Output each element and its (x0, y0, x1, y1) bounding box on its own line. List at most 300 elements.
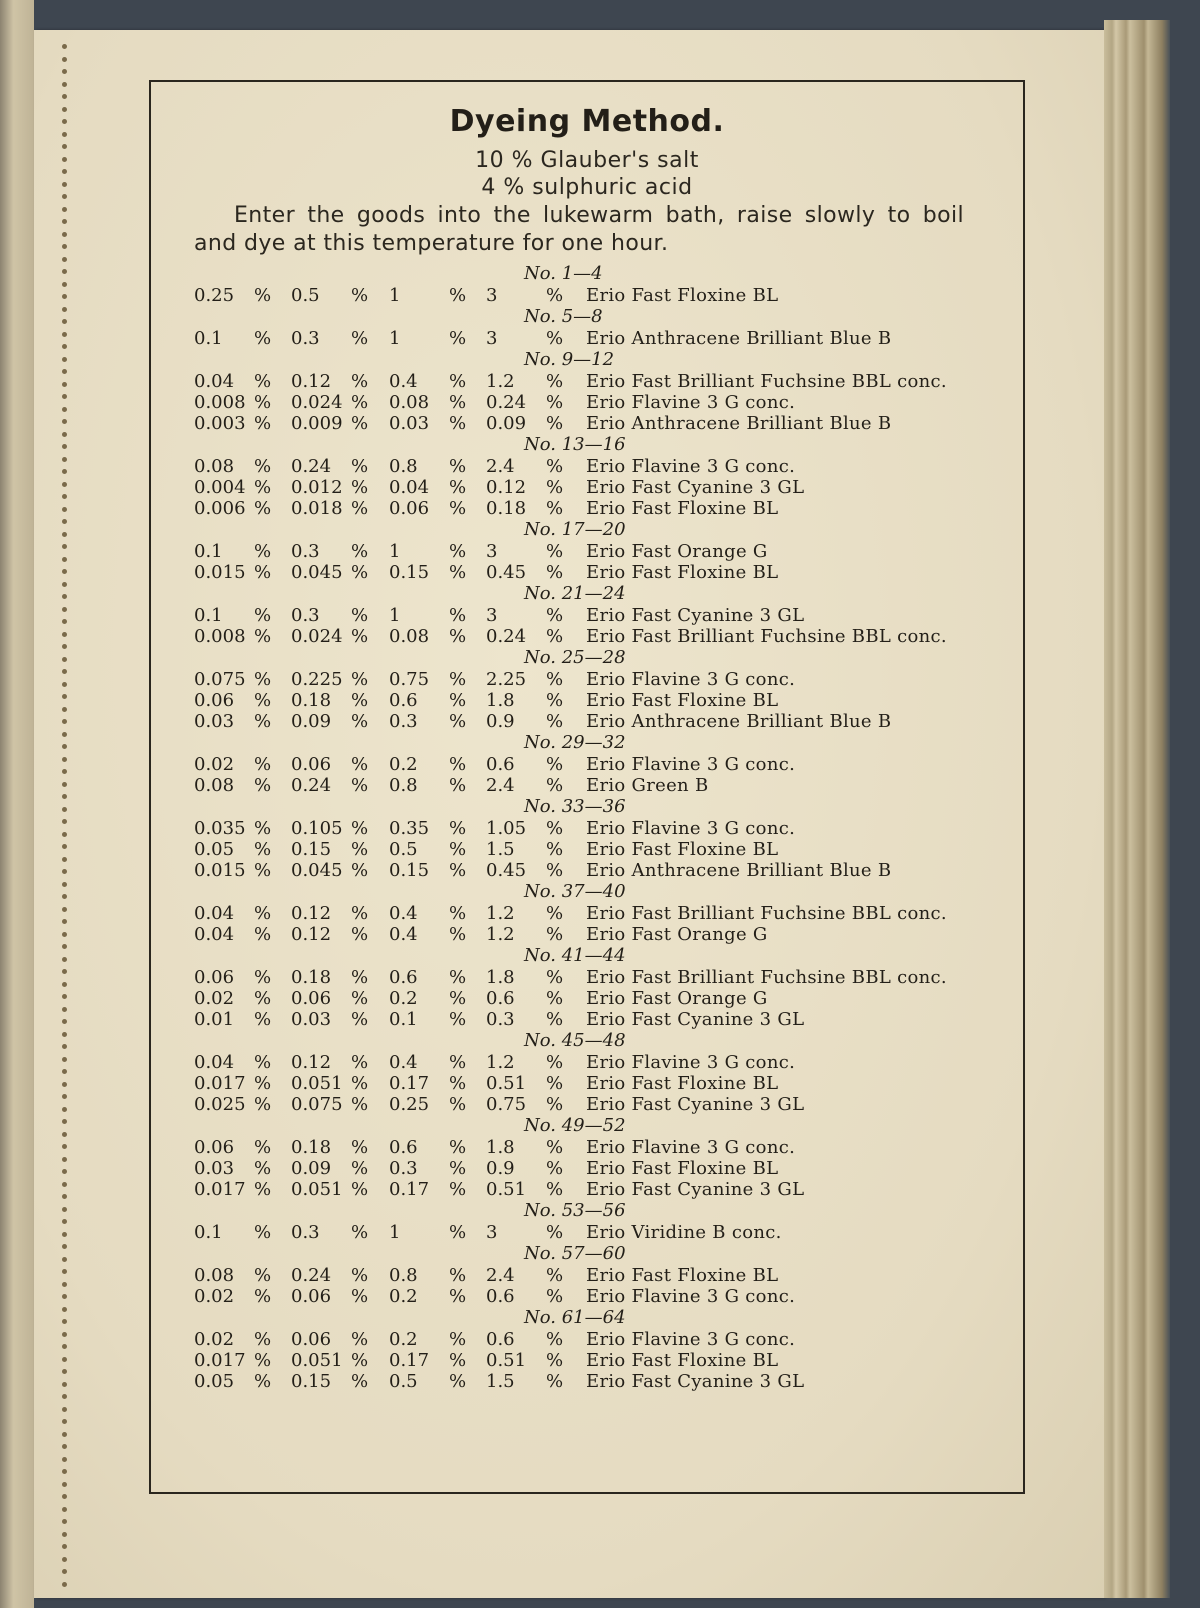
recipe-row (194, 456, 1014, 477)
concentration-cell (194, 1073, 291, 1094)
stitch-dot (62, 944, 67, 949)
recipe-group-label: No. 29—32 (524, 732, 626, 753)
concentration-cell (291, 818, 389, 839)
recipe-row (194, 775, 1014, 796)
concentration-value: 0.6 (486, 1329, 515, 1350)
concentration-cell (194, 775, 291, 796)
stitch-dot (62, 782, 67, 787)
percent-sign: % (449, 839, 467, 860)
concentration-value: 3 (486, 328, 498, 349)
percent-sign: % (449, 498, 467, 519)
percent-sign: % (254, 285, 272, 306)
concentration-value: 0.08 (194, 1265, 235, 1286)
dye-name: Erio Fast Floxine BL (586, 562, 779, 583)
concentration-cell (389, 371, 486, 392)
concentration-cell (486, 988, 584, 1009)
concentration-cell (291, 903, 389, 924)
recipe-row (194, 1265, 1014, 1286)
concentration-cell (389, 839, 486, 860)
stitch-dot (62, 619, 67, 624)
stitch-dot (62, 369, 67, 374)
percent-sign: % (254, 477, 272, 498)
concentration-value: 0.03 (194, 711, 235, 732)
percent-sign: % (254, 1265, 272, 1286)
concentration-value: 0.3 (291, 328, 320, 349)
stitch-dot (62, 207, 67, 212)
stitch-dot (62, 1557, 67, 1562)
concentration-value: 0.12 (291, 1052, 332, 1073)
percent-sign: % (351, 371, 369, 392)
concentration-value: 0.18 (291, 1137, 332, 1158)
concentration-value: 0.035 (194, 818, 246, 839)
recipe-group-label: No. 5—8 (524, 306, 603, 327)
concentration-cell (194, 1094, 291, 1115)
concentration-cell (389, 775, 486, 796)
recipe-group (194, 306, 1014, 349)
stitch-dot (62, 1057, 67, 1062)
stitch-dot (62, 432, 67, 437)
percent-sign: % (546, 1094, 564, 1115)
concentration-value: 0.9 (486, 1158, 515, 1179)
percent-sign: % (546, 1158, 564, 1179)
concentration-cell (389, 626, 486, 647)
percent-sign: % (449, 456, 467, 477)
concentration-cell (486, 690, 584, 711)
concentration-cell (291, 328, 389, 349)
concentration-cell (194, 1179, 291, 1200)
percent-sign: % (546, 1179, 564, 1200)
percent-sign: % (449, 562, 467, 583)
concentration-cell (291, 1350, 389, 1371)
concentration-value: 1 (389, 1222, 401, 1243)
concentration-value: 0.18 (486, 498, 527, 519)
concentration-value: 0.02 (194, 1329, 235, 1350)
percent-sign: % (254, 562, 272, 583)
stitch-dot (62, 344, 67, 349)
percent-sign: % (546, 1286, 564, 1307)
concentration-cell (291, 562, 389, 583)
percent-sign: % (254, 860, 272, 881)
stitch-dot (62, 1382, 67, 1387)
recipe-group (194, 263, 1014, 306)
stitch-dot (62, 1407, 67, 1412)
percent-sign: % (351, 669, 369, 690)
stitch-dot (62, 1307, 67, 1312)
percent-sign: % (351, 839, 369, 860)
concentration-value: 0.1 (194, 328, 223, 349)
concentration-value: 0.12 (291, 371, 332, 392)
percent-sign: % (351, 1073, 369, 1094)
concentration-value: 0.051 (291, 1179, 343, 1200)
concentration-value: 0.3 (389, 711, 418, 732)
concentration-cell (389, 924, 486, 945)
concentration-cell (194, 328, 291, 349)
stitch-dot (62, 44, 67, 49)
stitch-dot (62, 357, 67, 362)
percent-sign: % (449, 1179, 467, 1200)
percent-sign: % (546, 775, 564, 796)
concentration-value: 2.4 (486, 456, 515, 477)
concentration-cell (486, 903, 584, 924)
percent-sign: % (254, 775, 272, 796)
stitch-dot (62, 1169, 67, 1174)
stitch-dot (62, 1457, 67, 1462)
stitch-dot (62, 644, 67, 649)
concentration-cell (486, 1329, 584, 1350)
percent-sign: % (254, 711, 272, 732)
recipe-group-label: No. 49—52 (524, 1115, 626, 1136)
stitch-dot (62, 1494, 67, 1499)
concentration-value: 0.2 (389, 1329, 418, 1350)
concentration-cell (486, 498, 584, 519)
percent-sign: % (254, 1009, 272, 1030)
recipe-row (194, 1094, 1014, 1115)
concentration-value: 0.25 (389, 1094, 430, 1115)
stitch-dot (62, 544, 67, 549)
bath-ingredient-sulphuric-acid: 4 % sulphuric acid (481, 175, 693, 200)
concentration-value: 0.06 (389, 498, 430, 519)
concentration-cell (486, 456, 584, 477)
percent-sign: % (254, 839, 272, 860)
concentration-value: 0.06 (194, 1137, 235, 1158)
concentration-cell (291, 392, 389, 413)
recipe-row (194, 967, 1014, 988)
concentration-value: 0.02 (194, 988, 235, 1009)
concentration-value: 0.8 (389, 456, 418, 477)
concentration-cell (291, 754, 389, 775)
percent-sign: % (449, 1073, 467, 1094)
concentration-value: 0.2 (389, 988, 418, 1009)
percent-sign: % (254, 456, 272, 477)
concentration-cell (389, 967, 486, 988)
stitch-dot (62, 1519, 67, 1524)
dye-name: Erio Fast Floxine BL (586, 1073, 779, 1094)
stitch-dot (62, 1182, 67, 1187)
concentration-cell (389, 1179, 486, 1200)
concentration-value: 0.45 (486, 860, 527, 881)
bath-ingredient-glaubers-salt: 10 % Glauber's salt (475, 148, 699, 173)
stitch-dot (62, 57, 67, 62)
concentration-cell (291, 413, 389, 434)
percent-sign: % (449, 1265, 467, 1286)
recipe-row (194, 860, 1014, 881)
concentration-cell (291, 1137, 389, 1158)
concentration-cell (389, 1329, 486, 1350)
recipe-row (194, 498, 1014, 519)
percent-sign: % (546, 1009, 564, 1030)
percent-sign: % (546, 1222, 564, 1243)
dye-name: Erio Fast Brilliant Fuchsine BBL conc. (586, 967, 947, 988)
concentration-value: 0.03 (194, 1158, 235, 1179)
stitch-dot (62, 919, 67, 924)
concentration-value: 0.024 (291, 392, 343, 413)
concentration-cell (486, 1009, 584, 1030)
concentration-cell (486, 626, 584, 647)
recipe-group-label: No. 13—16 (524, 434, 626, 455)
percent-sign: % (546, 967, 564, 988)
percent-sign: % (546, 1265, 564, 1286)
percent-sign: % (351, 477, 369, 498)
percent-sign: % (351, 1222, 369, 1243)
stitch-dot (62, 1219, 67, 1224)
concentration-value: 0.17 (389, 1179, 430, 1200)
concentration-value: 3 (486, 605, 498, 626)
concentration-cell (194, 626, 291, 647)
stitch-dot (62, 732, 67, 737)
percent-sign: % (546, 371, 564, 392)
recipe-group (194, 583, 1014, 647)
concentration-cell (291, 498, 389, 519)
stitch-dot (62, 1582, 67, 1587)
recipe-row (194, 541, 1014, 562)
percent-sign: % (351, 1094, 369, 1115)
concentration-value: 0.9 (486, 711, 515, 732)
stitch-dot (62, 1019, 67, 1024)
dye-name: Erio Fast Orange G (586, 924, 768, 945)
percent-sign: % (351, 392, 369, 413)
concentration-cell (486, 285, 584, 306)
recipe-group (194, 881, 1014, 945)
percent-sign: % (449, 413, 467, 434)
dye-name: Erio Flavine 3 G conc. (586, 1137, 796, 1158)
recipe-row (194, 839, 1014, 860)
percent-sign: % (546, 456, 564, 477)
concentration-cell (194, 498, 291, 519)
stitch-dot (62, 582, 67, 587)
concentration-value: 0.15 (291, 1371, 332, 1392)
stitch-dot (62, 857, 67, 862)
stitch-dot (62, 332, 67, 337)
concentration-value: 0.18 (291, 690, 332, 711)
recipe-row (194, 1137, 1014, 1158)
concentration-value: 0.3 (291, 1222, 320, 1243)
concentration-cell (486, 1137, 584, 1158)
page-title: Dyeing Method. (449, 104, 725, 139)
percent-sign: % (546, 413, 564, 434)
percent-sign: % (546, 285, 564, 306)
concentration-value: 0.18 (291, 967, 332, 988)
stitch-dot (62, 1469, 67, 1474)
stitch-dot (62, 794, 67, 799)
stitch-dot (62, 869, 67, 874)
concentration-value: 0.06 (194, 690, 235, 711)
stitch-dot (62, 457, 67, 462)
percent-sign: % (254, 1179, 272, 1200)
stitch-dot (62, 1369, 67, 1374)
concentration-value: 0.015 (194, 562, 246, 583)
stitch-dot (62, 394, 67, 399)
percent-sign: % (351, 626, 369, 647)
concentration-cell (194, 1329, 291, 1350)
concentration-value: 0.012 (291, 477, 343, 498)
concentration-cell (486, 1350, 584, 1371)
stitch-dot (62, 144, 67, 149)
percent-sign: % (546, 711, 564, 732)
concentration-value: 0.09 (291, 1158, 332, 1179)
percent-sign: % (449, 1137, 467, 1158)
stitch-dot (62, 232, 67, 237)
concentration-value: 0.4 (389, 903, 418, 924)
concentration-cell (389, 285, 486, 306)
concentration-cell (486, 392, 584, 413)
stitch-dot (62, 1319, 67, 1324)
percent-sign: % (254, 1222, 272, 1243)
concentration-cell (486, 371, 584, 392)
concentration-value: 0.1 (194, 541, 223, 562)
recipe-group (194, 1200, 1014, 1243)
stitch-dot (62, 657, 67, 662)
concentration-value: 0.02 (194, 754, 235, 775)
concentration-cell (486, 562, 584, 583)
percent-sign: % (449, 967, 467, 988)
recipe-group-label: No. 17—20 (524, 519, 626, 540)
dye-name: Erio Flavine 3 G conc. (586, 754, 796, 775)
concentration-cell (389, 711, 486, 732)
percent-sign: % (449, 328, 467, 349)
concentration-value: 0.09 (291, 711, 332, 732)
percent-sign: % (351, 562, 369, 583)
concentration-value: 0.04 (194, 924, 235, 945)
stitch-dot (62, 1394, 67, 1399)
percent-sign: % (546, 988, 564, 1009)
stitch-dot (62, 294, 67, 299)
recipe-group-label: No. 9—12 (524, 349, 615, 370)
percent-sign: % (449, 371, 467, 392)
stitch-dot (62, 894, 67, 899)
concentration-cell (486, 541, 584, 562)
percent-sign: % (546, 1073, 564, 1094)
percent-sign: % (254, 626, 272, 647)
concentration-value: 0.51 (486, 1073, 527, 1094)
percent-sign: % (546, 1329, 564, 1350)
stitch-dot (62, 694, 67, 699)
page-edges-stack (1104, 20, 1170, 1598)
percent-sign: % (351, 754, 369, 775)
concentration-cell (389, 328, 486, 349)
percent-sign: % (351, 1158, 369, 1179)
concentration-cell (291, 967, 389, 988)
percent-sign: % (546, 498, 564, 519)
stitch-dot (62, 669, 67, 674)
percent-sign: % (449, 818, 467, 839)
stitch-dot (62, 157, 67, 162)
percent-sign: % (351, 1329, 369, 1350)
recipe-row (194, 988, 1014, 1009)
percent-sign: % (449, 1371, 467, 1392)
stitch-dot (62, 682, 67, 687)
concentration-value: 0.12 (486, 477, 527, 498)
concentration-value: 1 (389, 541, 401, 562)
dye-name: Erio Fast Floxine BL (586, 498, 779, 519)
concentration-cell (291, 477, 389, 498)
concentration-cell (194, 392, 291, 413)
concentration-value: 0.4 (389, 371, 418, 392)
stitch-dot (62, 1144, 67, 1149)
percent-sign: % (254, 413, 272, 434)
concentration-value: 0.06 (291, 754, 332, 775)
concentration-value: 0.6 (486, 754, 515, 775)
concentration-cell (291, 839, 389, 860)
percent-sign: % (449, 754, 467, 775)
percent-sign: % (546, 1350, 564, 1371)
concentration-cell (389, 413, 486, 434)
stitch-dot (62, 1232, 67, 1237)
percent-sign: % (546, 1052, 564, 1073)
percent-sign: % (351, 775, 369, 796)
percent-sign: % (546, 818, 564, 839)
dye-name: Erio Flavine 3 G conc. (586, 456, 796, 477)
percent-sign: % (546, 1371, 564, 1392)
concentration-cell (194, 818, 291, 839)
dye-name: Erio Fast Orange G (586, 541, 768, 562)
concentration-cell (389, 860, 486, 881)
concentration-cell (194, 562, 291, 583)
stitch-dot (62, 1007, 67, 1012)
recipe-row (194, 754, 1014, 775)
percent-sign: % (351, 967, 369, 988)
dye-name: Erio Fast Brilliant Fuchsine BBL conc. (586, 371, 947, 392)
concentration-value: 0.1 (194, 1222, 223, 1243)
concentration-cell (291, 1371, 389, 1392)
concentration-cell (486, 477, 584, 498)
percent-sign: % (449, 711, 467, 732)
concentration-cell (486, 924, 584, 945)
stitch-dot (62, 69, 67, 74)
recipe-group-label: No. 1—4 (524, 263, 603, 284)
concentration-cell (486, 1094, 584, 1115)
concentration-cell (389, 903, 486, 924)
recipe-row (194, 903, 1014, 924)
percent-sign: % (449, 775, 467, 796)
concentration-value: 0.045 (291, 562, 343, 583)
stitch-dot (62, 744, 67, 749)
concentration-cell (194, 1265, 291, 1286)
concentration-cell (291, 456, 389, 477)
stitch-dot (62, 482, 67, 487)
concentration-value: 0.051 (291, 1073, 343, 1094)
concentration-cell (389, 1052, 486, 1073)
percent-sign: % (351, 413, 369, 434)
concentration-value: 0.075 (194, 669, 246, 690)
percent-sign: % (254, 690, 272, 711)
concentration-cell (291, 860, 389, 881)
concentration-value: 0.004 (194, 477, 246, 498)
stitch-dot (62, 1119, 67, 1124)
concentration-cell (389, 541, 486, 562)
dye-name: Erio Fast Orange G (586, 988, 768, 1009)
recipe-row (194, 605, 1014, 626)
recipe-row (194, 371, 1014, 392)
stitch-dot (62, 194, 67, 199)
concentration-value: 0.6 (486, 1286, 515, 1307)
concentration-value: 1 (389, 285, 401, 306)
percent-sign: % (254, 1371, 272, 1392)
concentration-cell (194, 605, 291, 626)
concentration-cell (389, 818, 486, 839)
recipe-group-label: No. 21—24 (524, 583, 626, 604)
dye-name: Erio Flavine 3 G conc. (586, 818, 796, 839)
concentration-cell (291, 1052, 389, 1073)
concentration-value: 0.24 (291, 775, 332, 796)
stitch-dot (62, 819, 67, 824)
recipe-row (194, 477, 1014, 498)
concentration-value: 0.018 (291, 498, 343, 519)
stitch-dot (62, 319, 67, 324)
stitch-dot (62, 1044, 67, 1049)
recipe-row (194, 924, 1014, 945)
concentration-cell (194, 967, 291, 988)
concentration-cell (291, 605, 389, 626)
